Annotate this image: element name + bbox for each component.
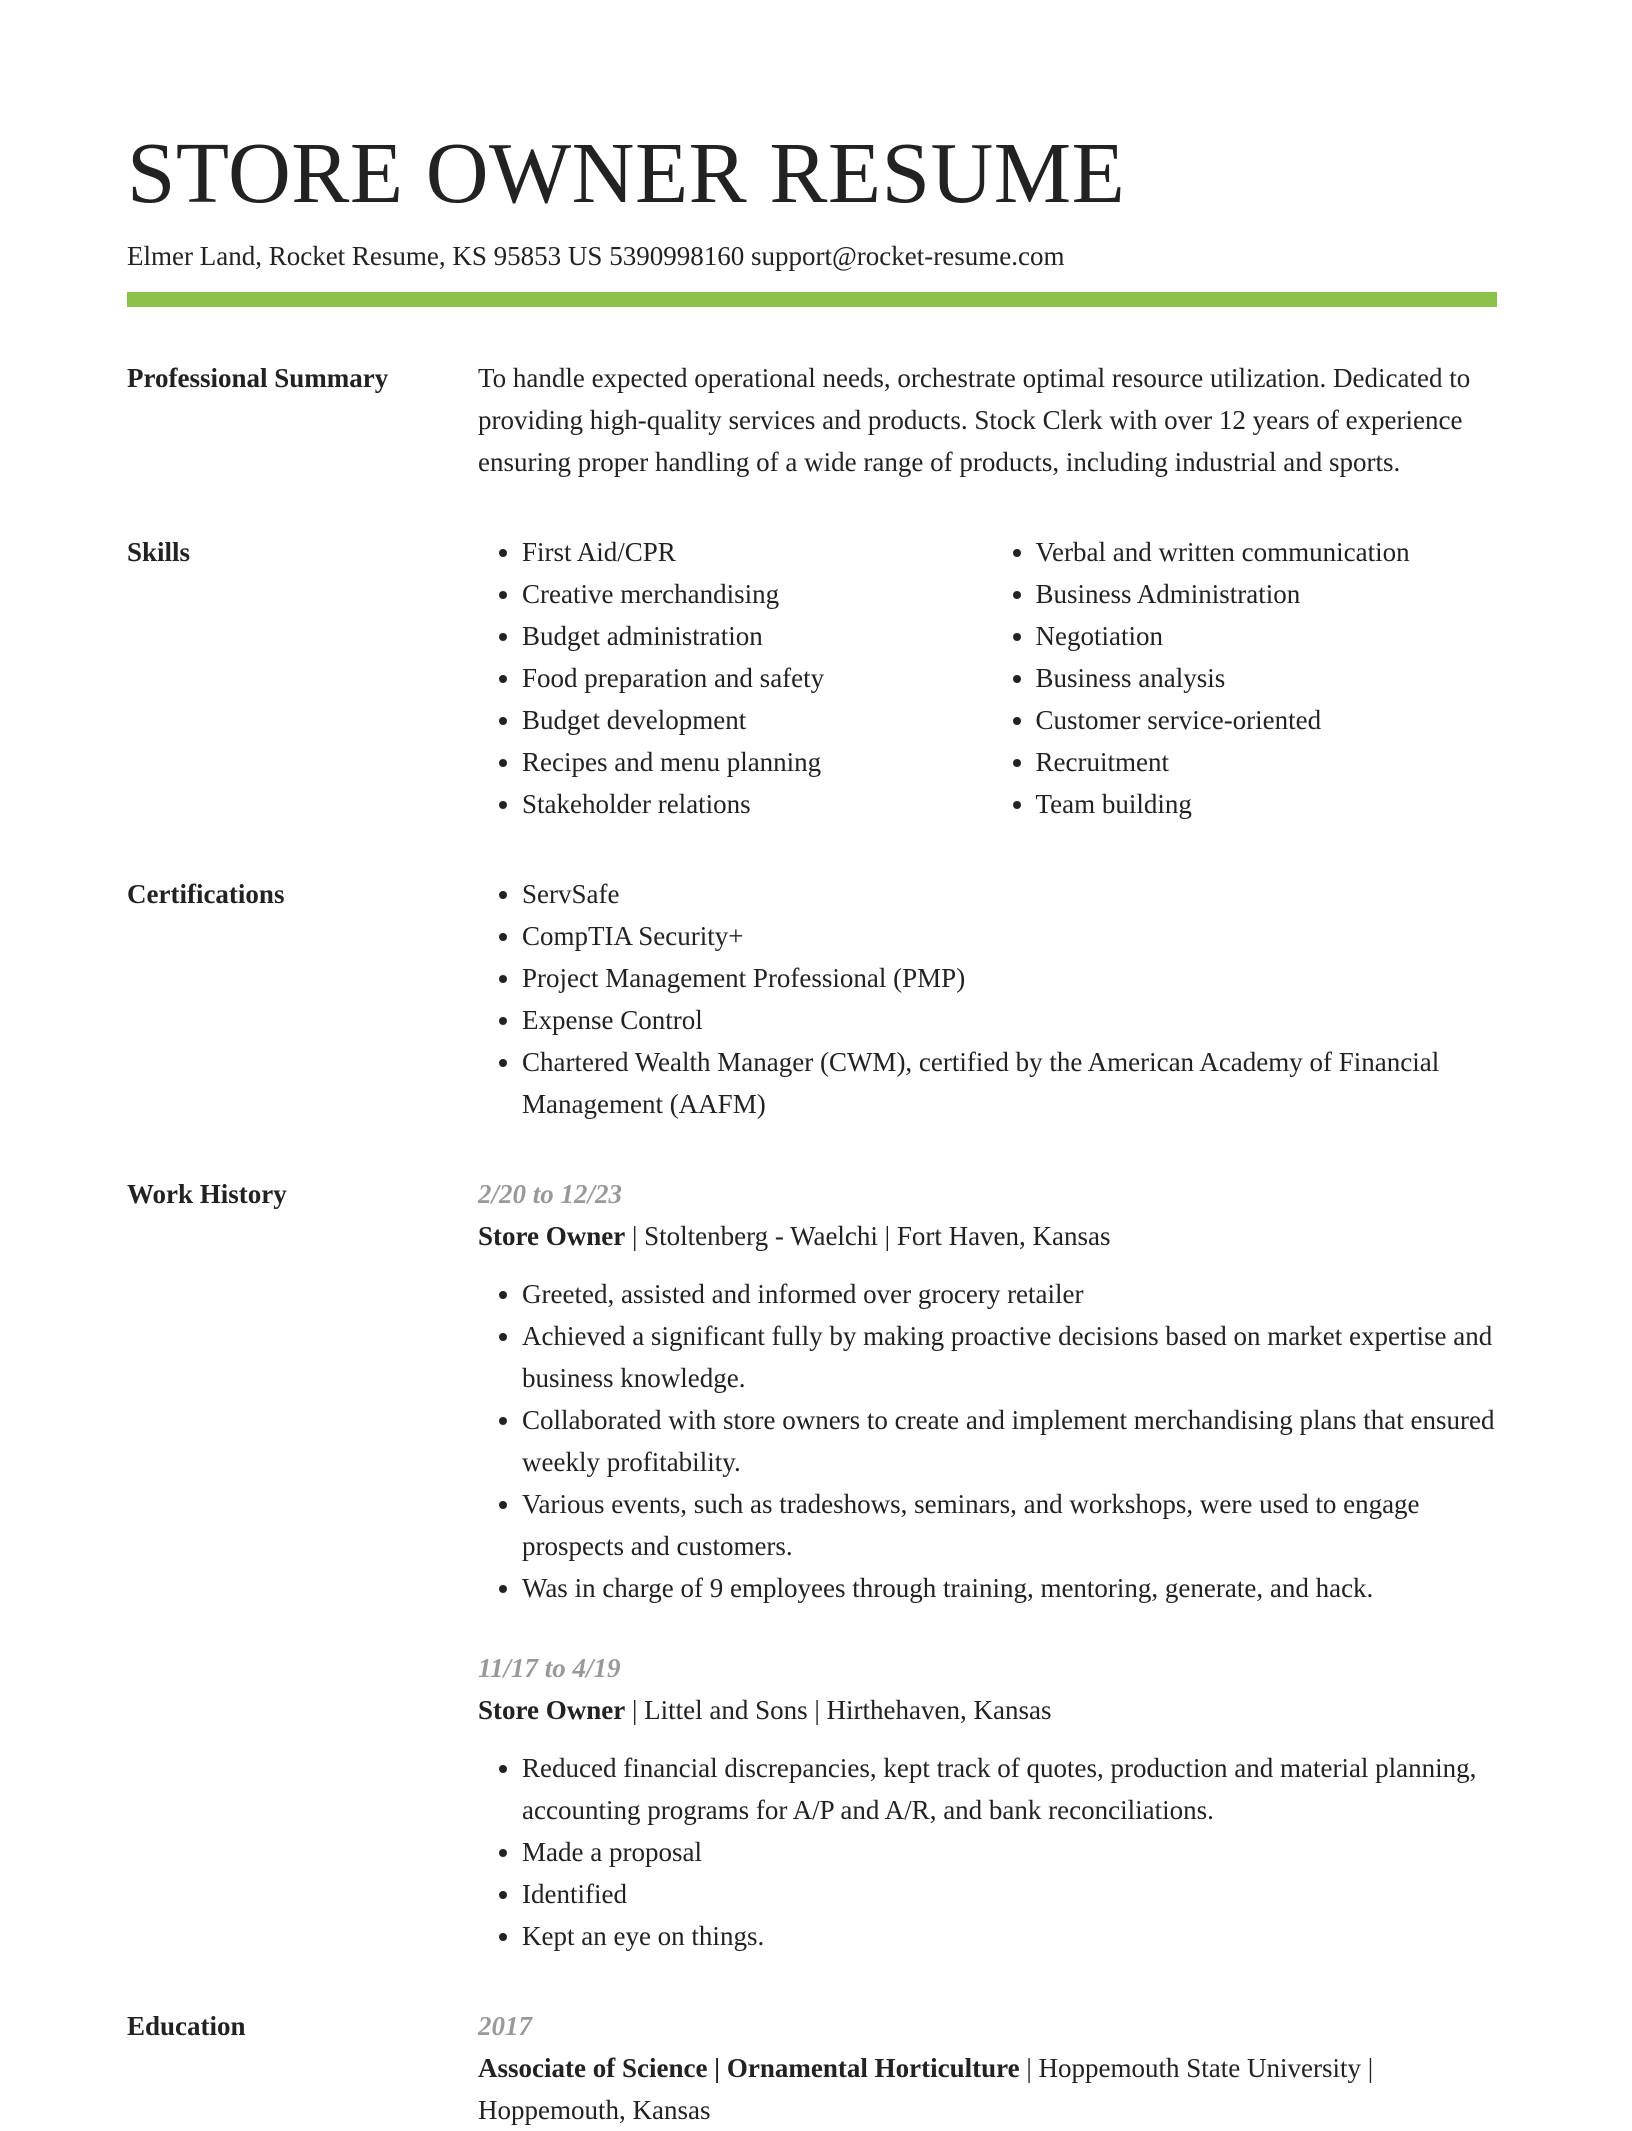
section-label-skills: Skills (127, 537, 191, 568)
job-dates: 2/20 to 12/23 (478, 1179, 623, 1210)
skill-item: • Customer service-oriented (1036, 699, 1506, 741)
certifications-section (127, 873, 1505, 1125)
skill-item: • Budget administration (522, 615, 992, 657)
job-bullet: • Identified (522, 1873, 1505, 1915)
skill-item: • Creative merchandising (522, 573, 992, 615)
certification-item: • Chartered Wealth Manager (CWM), certified by the American Academy of Financial Management (AAFM) (522, 1041, 1505, 1125)
job-title: Store Owner (478, 1695, 626, 1726)
skill-item: • Business Administration (1036, 573, 1506, 615)
skill-item: • Business analysis (1036, 657, 1506, 699)
skill-item: • Recipes and menu planning (522, 741, 992, 783)
education-degree: Associate of Science | Ornamental Horticulture (478, 2053, 1020, 2084)
job-entry (478, 1647, 1505, 1957)
job-bullet: • Reduced financial discrepancies, kept track of quotes, production and material planning, accounting programs for A/P and A/R, and bank reconciliations. (522, 1747, 1505, 1831)
resume-title: STORE OWNER RESUME (127, 124, 1126, 221)
job-bullet: • Achieved a significant fully by making proactive decisions based on market expertise and business knowledge. (522, 1315, 1505, 1399)
section-label-certifications: Certifications (127, 879, 285, 910)
education-year: 2017 (478, 2011, 532, 2042)
work-history-section (127, 1173, 1505, 1957)
job-bullet: • Made a proposal (522, 1831, 1505, 1873)
section-label-education: Education (127, 2011, 246, 2042)
skills-grid (478, 531, 1505, 825)
summary-text: To handle expected operational needs, orchestrate optimal resource utilization. Dedicated to providing high-quality services and products. Stock Clerk with over 12 years of experience ensuring proper handling of a wide range of products, including industrial and sports. (478, 363, 1471, 478)
section-label-summary: Professional Summary (127, 363, 389, 394)
education-body (478, 2005, 1505, 2131)
accent-divider (127, 292, 1497, 307)
skill-item: • Stakeholder relations (522, 783, 992, 825)
job-bullet: • Greeted, assisted and informed over grocery retailer (522, 1273, 1505, 1315)
certification-item: • Project Management Professional (PMP) (522, 957, 1505, 999)
job-bullet: • Various events, such as tradeshows, seminars, and workshops, were used to engage prospects and customers. (522, 1483, 1505, 1567)
job-title: Store Owner (478, 1221, 626, 1252)
skills-list-left (478, 531, 992, 825)
certifications-body (478, 873, 1505, 1125)
certification-item: • Expense Control (522, 999, 1505, 1041)
skill-item: • Verbal and written communication (1036, 531, 1506, 573)
skills-section (127, 531, 1505, 825)
skills-list-right (992, 531, 1506, 825)
skill-item: • Budget development (522, 699, 992, 741)
contact-line: Elmer Land, Rocket Resume, KS 95853 US 5390998160 support@rocket-resume.com (127, 241, 1065, 271)
job-bullets (478, 1747, 1505, 1957)
job-dates: 11/17 to 4/19 (478, 1653, 621, 1684)
certification-item: • CompTIA Security+ (522, 915, 1505, 957)
job-bullet: • Was in charge of 9 employees through training, mentoring, generate, and hack. (522, 1567, 1505, 1609)
education-heading (478, 2047, 1505, 2131)
skill-item: • Negotiation (1036, 615, 1506, 657)
skill-item: • Food preparation and safety (522, 657, 992, 699)
summary-section (127, 357, 1505, 483)
certifications-list (478, 873, 1505, 1125)
job-bullet: • Kept an eye on things. (522, 1915, 1505, 1957)
job-bullets (478, 1273, 1505, 1609)
section-label-work-history: Work History (127, 1179, 287, 1210)
job-heading (478, 1689, 1505, 1731)
skill-item: • First Aid/CPR (522, 531, 992, 573)
skills-body (478, 531, 1505, 825)
job-bullet: • Collaborated with store owners to create and implement merchandising plans that ensured weekly profitability. (522, 1399, 1505, 1483)
job-employer: | Littel and Sons | Hirthehaven, Kansas (625, 1695, 1052, 1726)
skill-item: • Recruitment (1036, 741, 1506, 783)
job-entry (478, 1173, 1505, 1609)
job-employer: | Stoltenberg - Waelchi | Fort Haven, Kansas (625, 1221, 1111, 1252)
education-school: | Hoppemouth State University | Hoppemouth, Kansas (478, 2053, 1374, 2126)
education-section (127, 2005, 1505, 2131)
skill-item: • Team building (1036, 783, 1506, 825)
certification-item: • ServSafe (522, 873, 1505, 915)
summary-body (478, 357, 1505, 483)
job-heading (478, 1215, 1505, 1257)
work-history-body (478, 1173, 1505, 1957)
